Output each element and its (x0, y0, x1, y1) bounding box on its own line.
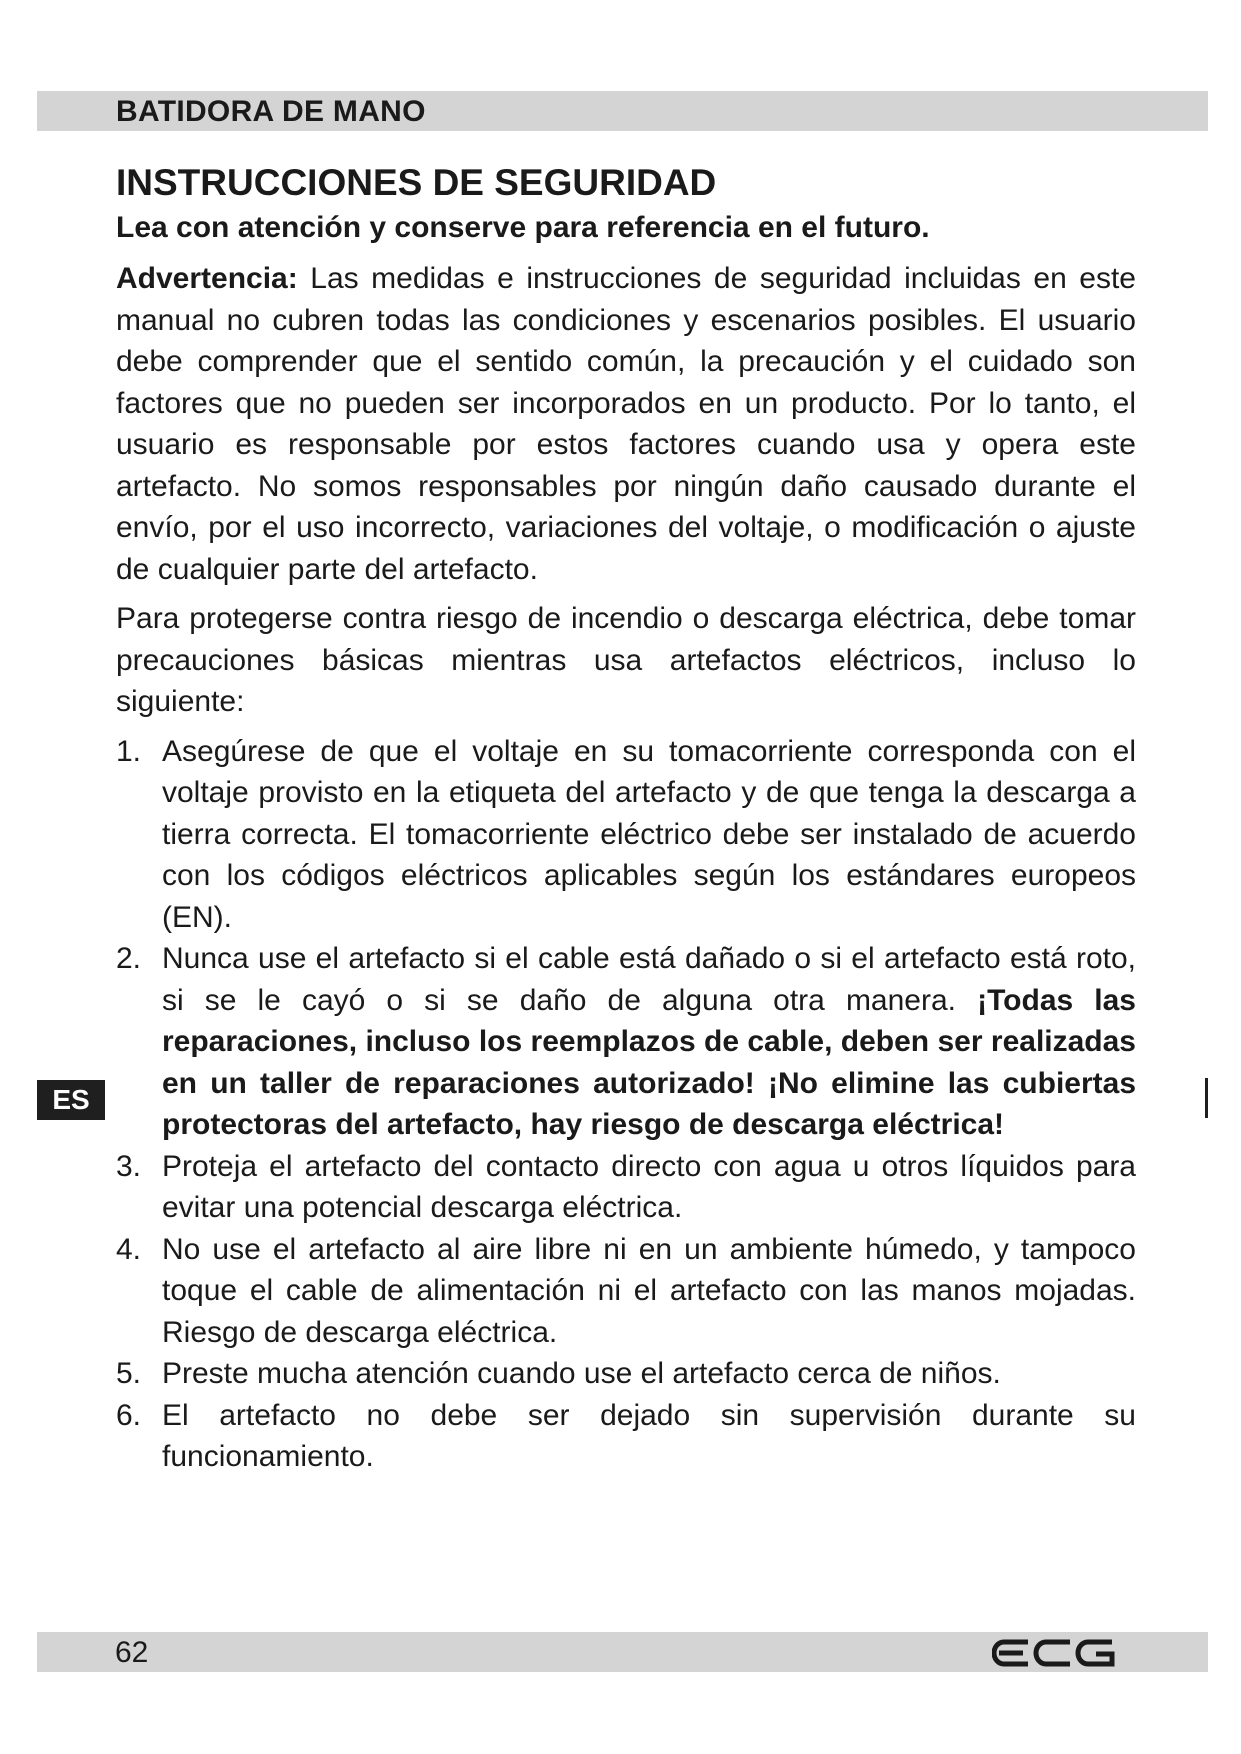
warning-label: Advertencia: (116, 262, 298, 295)
ecg-logo-icon (992, 1639, 1117, 1667)
item-number: 3. (116, 1149, 142, 1183)
item-text: Nunca use el artefacto si el cable está dañado o si el artefacto está roto, si se le cayó o si se daño de alguna otra manera. (162, 942, 1136, 1017)
language-tab: ES (37, 1080, 105, 1120)
page-number: 62 (115, 1636, 149, 1669)
list-item (116, 1229, 1136, 1354)
warning-paragraph (116, 258, 1136, 590)
list-item (116, 1353, 1136, 1395)
page-title: INSTRUCCIONES DE SEGURIDAD (116, 162, 717, 203)
item-text: Asegúrese de que el voltaje en su tomacorriente corresponda con el voltaje provisto en la etiqueta del artefacto y de que tenga la descarga a tierra correcta. El tomacorriente eléctrico debe ser instalado de acuerdo con los códigos eléctricos aplicables según los estándares europeos (EN). (162, 734, 1136, 934)
item-warning: ¡Todas las reparaciones, incluso los reemplazos de cable, deben ser realizadas en un taller de reparaciones autorizado! ¡No elimine las cubiertas protectoras del artefacto, hay riesgo de descarga eléctrica! (162, 983, 1136, 1141)
list-item (116, 1146, 1136, 1229)
header-bar (37, 91, 1208, 131)
item-text: No use el artefacto al aire libre ni en un ambiente húmedo, y tampoco toque el cable de alimentación ni el artefacto con las manos mojadas. Riesgo de descarga eléctrica. (162, 1232, 1136, 1349)
warning-text: Las medidas e instrucciones de seguridad incluidas en este manual no cubren todas las condiciones y escenarios posibles. El usuario debe comprender que el sentido común, la precaución y el cuidado son factores que no pueden ser incorporados en un producto. Por lo tanto, el usuario es responsable por estos factores cuando usa y opera este artefacto. No somos responsables por ningún daño causado durante el envío, por el uso incorrecto, variaciones del voltaje, o modificación o ajuste de cualquier parte del artefacto. (116, 262, 1136, 586)
list-item (116, 1395, 1136, 1478)
item-number: 6. (116, 1398, 142, 1432)
header-title: BATIDORA DE MANO (116, 95, 426, 128)
list-item (116, 731, 1136, 939)
item-text: Preste mucha atención cuando use el artefacto cerca de niños. (162, 1357, 1001, 1390)
footer-bar (37, 1632, 1208, 1672)
item-text: Proteja el artefacto del contacto directo con agua u otros líquidos para evitar una potencial descarga eléctrica. (162, 1149, 1136, 1224)
item-number: 2. (116, 942, 142, 975)
safety-list (116, 731, 1136, 1478)
subtitle: Lea con atención y conserve para referencia en el futuro. (116, 211, 930, 244)
item-number: 1. (116, 734, 142, 768)
page-content (116, 160, 1136, 1478)
item-number: 5. (116, 1357, 142, 1390)
item-number: 4. (116, 1232, 142, 1266)
intro-paragraph: Para protegerse contra riesgo de incendio o descarga eléctrica, debe tomar precauciones básicas mientras usa artefactos eléctricos, incluso lo siguiente: (116, 602, 1136, 718)
margin-marker (1205, 1078, 1208, 1118)
list-item (116, 938, 1136, 1146)
item-text: El artefacto no debe ser dejado sin supervisión durante su funcionamiento. (162, 1398, 1136, 1473)
